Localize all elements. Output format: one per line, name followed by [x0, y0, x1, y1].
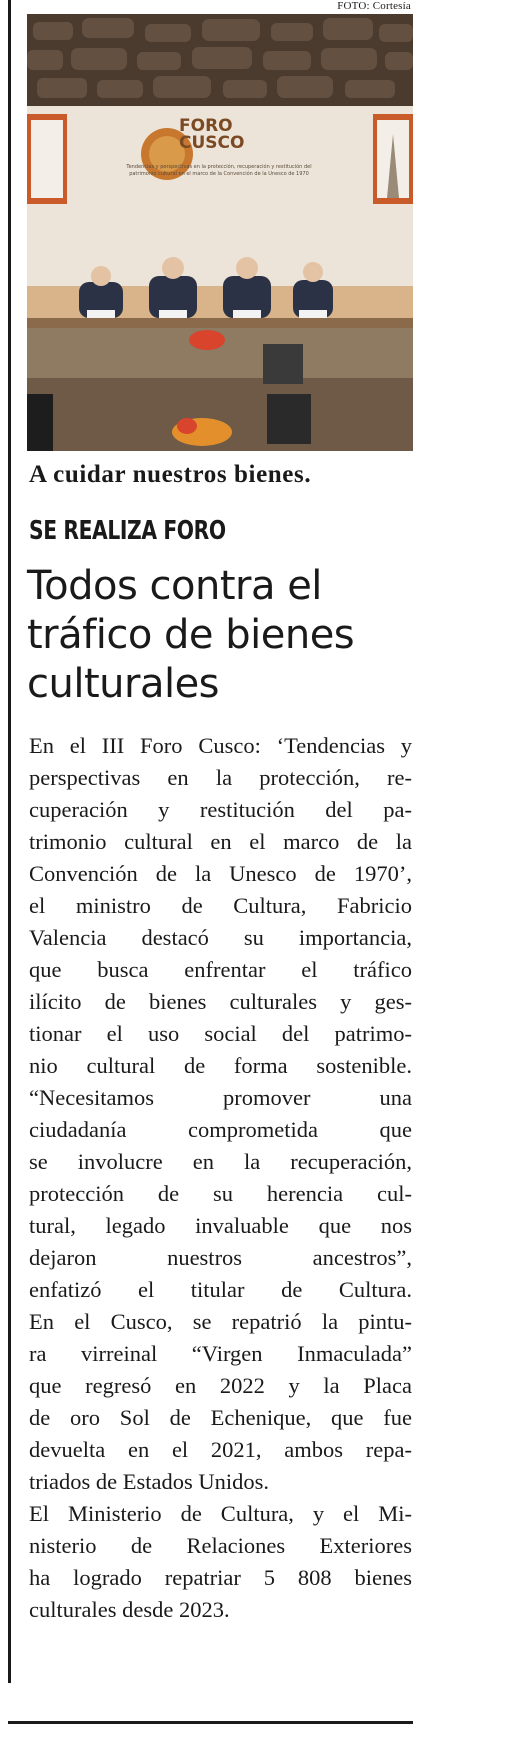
- column-rule-left: [8, 0, 11, 1683]
- body-line: ilícito de bienes culturales y ges-: [29, 989, 412, 1014]
- body-line: ra virreinal “Virgen Inmaculada”: [29, 1341, 412, 1366]
- body-line: nisterio de Relaciones Exteriores: [29, 1533, 412, 1558]
- headline-line-2: tráfico de bienes: [27, 612, 355, 658]
- body-line: trimonio cultural en el marco de la: [29, 829, 412, 854]
- body-line: se involucre en la recuperación,: [29, 1149, 412, 1174]
- body-line: enfatizó el titular de Cultura.: [29, 1277, 412, 1302]
- body-line: ciudadanía comprometida que: [29, 1117, 412, 1142]
- headline-line-3: culturales: [27, 661, 220, 707]
- banner-logo-line1: FORO: [179, 116, 233, 136]
- article-body: [29, 730, 412, 1626]
- body-line: nio cultural de forma sostenible.: [29, 1053, 412, 1078]
- body-line: El Ministerio de Cultura, y el Mi-: [29, 1501, 412, 1526]
- body-line: el ministro de Cultura, Fabricio: [29, 893, 412, 918]
- forum-photo-illustration: [27, 14, 413, 451]
- body-line: devuelta en el 2021, ambos repa-: [29, 1437, 412, 1462]
- body-line: protección de su herencia cul-: [29, 1181, 412, 1206]
- body-line: dejaron nuestros ancestros”,: [29, 1245, 412, 1270]
- body-line: Valencia destacó su importancia,: [29, 925, 412, 950]
- body-line: “Necesitamos promover una: [29, 1085, 412, 1110]
- body-line: ha logrado repatriar 5 808 bienes: [29, 1565, 412, 1590]
- body-line: En el III Foro Cusco: ‘Tendencias y: [29, 733, 412, 758]
- article-photo: [27, 14, 413, 451]
- headline-line-1: Todos contra el: [27, 563, 322, 609]
- body-line: cuperación y restitución del pa-: [29, 797, 412, 822]
- banner-logo-line2: CUSCO: [179, 133, 245, 153]
- column-rule-bottom: [8, 1721, 413, 1724]
- body-line: culturales desde 2023.: [29, 1597, 230, 1622]
- banner-subtitle: Tendencias y perspectivas en la protección, recuperación y restitución del patrimonio cultural en el marco de la Convención de la Unesco de 1970: [126, 164, 312, 177]
- body-line: que busca enfrentar el tráfico: [29, 957, 412, 982]
- kicker: SE REALIZA FORO: [29, 516, 226, 546]
- headline: [27, 562, 427, 709]
- body-line: Convención de la Unesco de 1970’,: [29, 861, 412, 886]
- body-line: tural, legado invaluable que nos: [29, 1213, 412, 1238]
- body-line: que regresó en 2022 y la Placa: [29, 1373, 412, 1398]
- photo-caption: A cuidar nuestros bienes.: [29, 461, 312, 488]
- body-line: triados de Estados Unidos.: [29, 1469, 269, 1494]
- photo-credit: FOTO: Cortesía: [337, 0, 411, 12]
- banner-logo-text: [179, 118, 244, 152]
- body-line: perspectivas en la protección, re-: [29, 765, 412, 790]
- body-line: de oro Sol de Echenique, que fue: [29, 1405, 412, 1430]
- body-line: tionar el uso social del patrimo-: [29, 1021, 412, 1046]
- body-line: En el Cusco, se repatrió la pintu-: [29, 1309, 412, 1334]
